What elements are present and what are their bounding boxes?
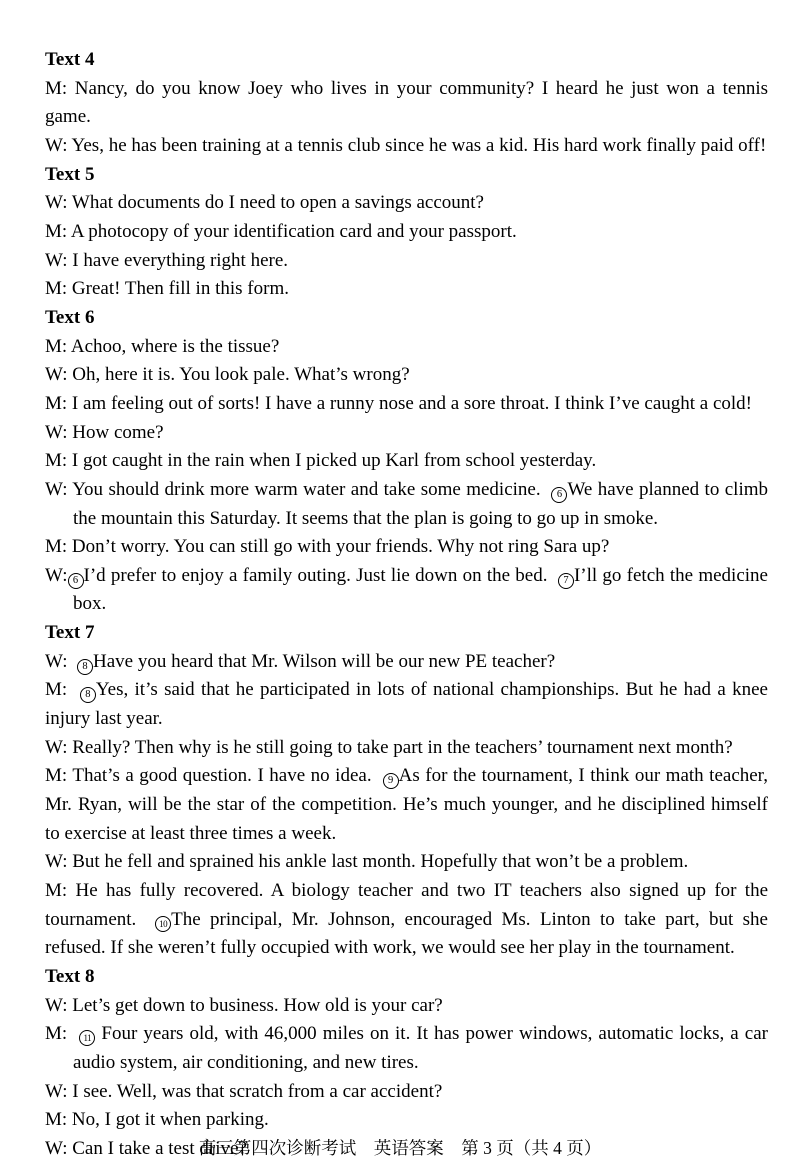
circled-number-6: 6 bbox=[68, 573, 84, 589]
circled-number-8: 8 bbox=[80, 687, 96, 703]
text-heading: Text 6 bbox=[45, 306, 95, 328]
circled-number-10: 10 bbox=[155, 916, 171, 932]
dialogue-line: M: That’s a good question. I have no idea. 9 As for the tournament, I think our math teacher, Mr. Ryan, will be the star of the competition. He’s much younger, and he disciplined himself to exercise at least three times a week. bbox=[45, 765, 768, 844]
circled-number-8: 8 bbox=[77, 659, 93, 675]
dialogue-line: W: I have everything right here. bbox=[45, 249, 289, 271]
dialogue-line: W: You should drink more warm water and take some medicine. 6 We have planned to climb the mountain this Saturday. It seems that the plan is going to go up in smoke. bbox=[45, 478, 768, 529]
dialogue-line: M: I got caught in the rain when I picked up Karl from school yesterday. bbox=[45, 450, 597, 472]
dialogue-line: M: 11 Four years old, with 46,000 miles on it. It has power windows, automatic locks, a car audio system, air conditioning, and new tires. bbox=[45, 1023, 768, 1073]
transcript bbox=[45, 46, 768, 1164]
transcript-section bbox=[45, 619, 768, 963]
dialogue-line: M: No, I got it when parking. bbox=[45, 1109, 269, 1131]
text-heading: Text 8 bbox=[45, 966, 95, 987]
dialogue-line: W: 8 Have you heard that Mr. Wilson will be our new PE teacher? bbox=[45, 648, 768, 677]
circled-number-9: 9 bbox=[383, 773, 399, 789]
text-heading: Text 5 bbox=[45, 163, 95, 185]
dialogue-line: M: I am feeling out of sorts! I have a runny nose and a sore throat. I think I’ve caught a cold! bbox=[45, 392, 752, 414]
transcript-section bbox=[45, 304, 768, 619]
transcript-section bbox=[45, 46, 768, 161]
text-heading: Text 4 bbox=[45, 49, 95, 70]
dialogue-line: W: I see. Well, was that scratch from a car accident? bbox=[45, 1080, 443, 1102]
dialogue-line: W: Can I take a test drive? bbox=[45, 1137, 247, 1159]
dialogue-line: M: Don’t worry. You can still go with your friends. Why not ring Sara up? bbox=[45, 536, 610, 558]
dialogue-line: M: Achoo, where is the tissue? bbox=[45, 335, 280, 357]
circled-number-11: 11 bbox=[79, 1030, 95, 1046]
dialogue-line: W: Oh, here it is. You look pale. What’s wrong? bbox=[45, 364, 410, 386]
dialogue-line: W: 6 I’d prefer to enjoy a family outing. Just lie down on the bed. 7 I’ll go fetch the medicine box. bbox=[45, 564, 768, 615]
dialogue-line: M: 8 Yes, it’s said that he participated in lots of national championships. But he had a knee injury last year. bbox=[45, 679, 768, 730]
dialogue-line: W: How come? bbox=[45, 421, 164, 443]
dialogue-line: M: A photocopy of your identification card and your passport. bbox=[45, 220, 517, 242]
dialogue-line: W: Yes, he has been training at a tennis club since he was a kid. His hard work finally paid off! bbox=[45, 134, 767, 156]
transcript-section bbox=[45, 161, 768, 304]
dialogue-line: W: But he fell and sprained his ankle last month. Hopefully that won’t be a problem. bbox=[45, 851, 689, 873]
circled-number-7: 7 bbox=[558, 573, 574, 589]
dialogue-line: M: Nancy, do you know Joey who lives in your community? I heard he just won a tennis game. bbox=[45, 77, 768, 128]
dialogue-line: W: Let’s get down to business. How old is your car? bbox=[45, 994, 443, 1016]
page-footer: 高三第四次诊断考试 英语答案 第 3 页（共 4 页） bbox=[198, 1138, 602, 1158]
dialogue-line: W: Really? Then why is he still going to take part in the teachers’ tournament next month? bbox=[45, 736, 733, 758]
circled-number-6: 6 bbox=[551, 487, 567, 503]
text-heading: Text 7 bbox=[45, 622, 95, 644]
dialogue-line: M: Great! Then fill in this form. bbox=[45, 278, 289, 300]
dialogue-line: M: He has fully recovered. A biology teacher and two IT teachers also signed up for the tournament. 10 The principal, Mr. Johnson, encouraged Ms. Linton to take part, but she refused. If she weren’t fully occupied with work, we would see her play in the tournament. bbox=[45, 880, 768, 959]
dialogue-line: W: What documents do I need to open a savings account? bbox=[45, 192, 484, 214]
